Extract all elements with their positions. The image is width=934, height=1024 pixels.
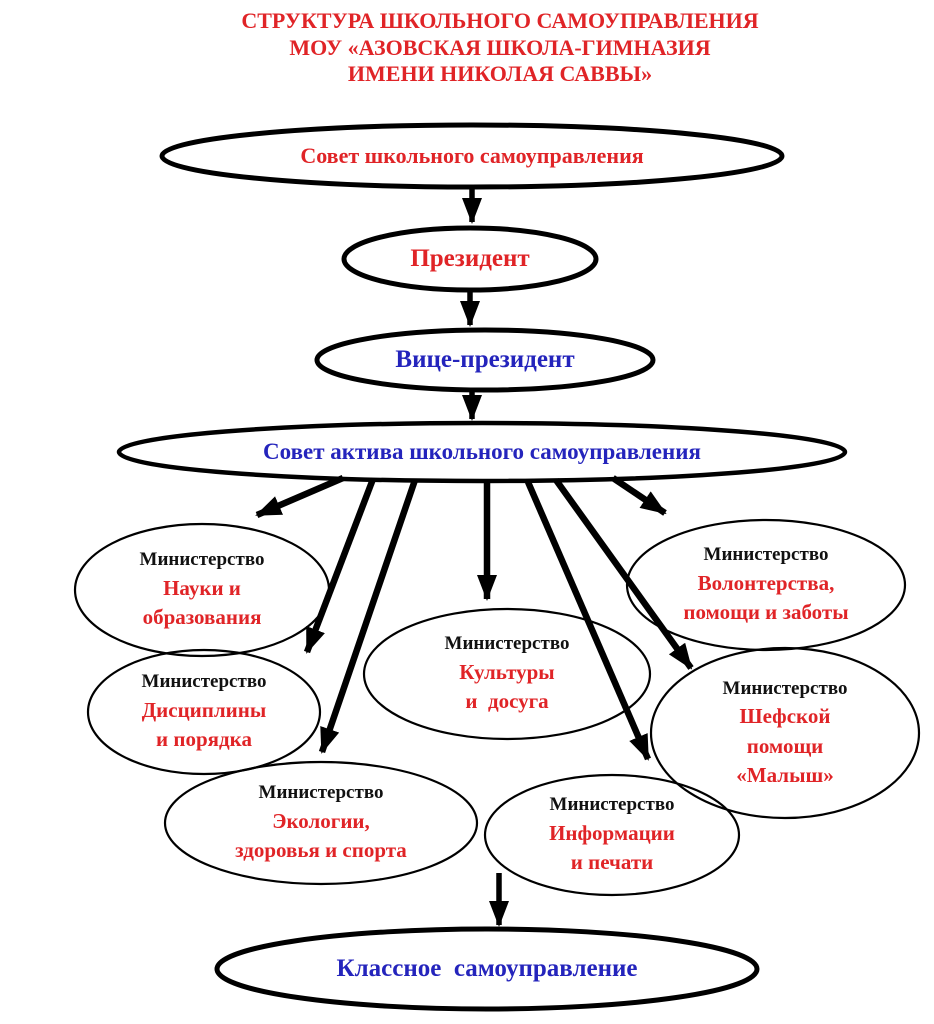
ministry-line: Волонтерства,: [697, 570, 835, 595]
title-line: СТРУКТУРА ШКОЛЬНОГО САМОУПРАВЛЕНИЯ: [241, 8, 759, 34]
node-ministry-ecology: [165, 762, 477, 884]
ministry-line: помощи: [746, 733, 824, 758]
ministry-title: Министерство: [139, 549, 265, 571]
arrow-to-ministry-volunteering: [613, 478, 665, 513]
node-label: Совет актива школьного самоуправления: [263, 439, 701, 464]
ministry-title: Министерство: [722, 677, 848, 699]
title-line: ИМЕНИ НИКОЛАЯ САВВЫ»: [347, 61, 653, 87]
ministry-title: Министерство: [549, 794, 675, 816]
node-ministry-information: [485, 775, 739, 895]
ministry-line: образования: [142, 605, 262, 630]
ministry-line: помощи и заботы: [683, 600, 849, 625]
node-ministry-culture: [364, 609, 650, 739]
ministry-line: «Малыш»: [736, 762, 834, 787]
ministry-line: Информации: [549, 820, 675, 845]
node-president: [344, 228, 596, 290]
ministry-line: здоровья и спорта: [235, 838, 407, 863]
node-label: Президент: [410, 245, 530, 272]
node-label: Вице-президент: [395, 346, 575, 373]
node-label: Совет школьного самоуправления: [300, 143, 644, 168]
arrow-to-ministry-science: [257, 478, 343, 515]
node-ministry-volunteering: [627, 520, 905, 650]
ministry-title: Министерство: [444, 633, 570, 655]
ministry-line: Дисциплины: [141, 697, 267, 722]
ministry-line: Экологии,: [272, 808, 370, 833]
node-ministry-discipline: [88, 650, 320, 774]
page-title: [60, 4, 934, 92]
ministry-line: и порядка: [156, 727, 252, 752]
ministry-title: Министерство: [703, 544, 829, 566]
ministry-title: Министерство: [258, 782, 384, 804]
ministry-line: Науки и: [163, 575, 241, 600]
node-active-council: [119, 423, 845, 481]
ministry-line: Шефской: [739, 704, 831, 729]
ministry-title: Министерство: [141, 671, 267, 693]
ministry-line: и досуга: [465, 689, 549, 714]
node-ministry-science: [75, 524, 329, 656]
ministry-line: Культуры: [459, 659, 555, 684]
title-line: МОУ «АЗОВСКАЯ ШКОЛА-ГИМНАЗИЯ: [289, 34, 711, 60]
node-label: Классное самоуправление: [336, 955, 638, 982]
node-school-council: [162, 125, 782, 187]
node-class-government: [217, 929, 757, 1009]
node-vice-president: [317, 330, 653, 390]
ministry-line: и печати: [570, 850, 654, 875]
